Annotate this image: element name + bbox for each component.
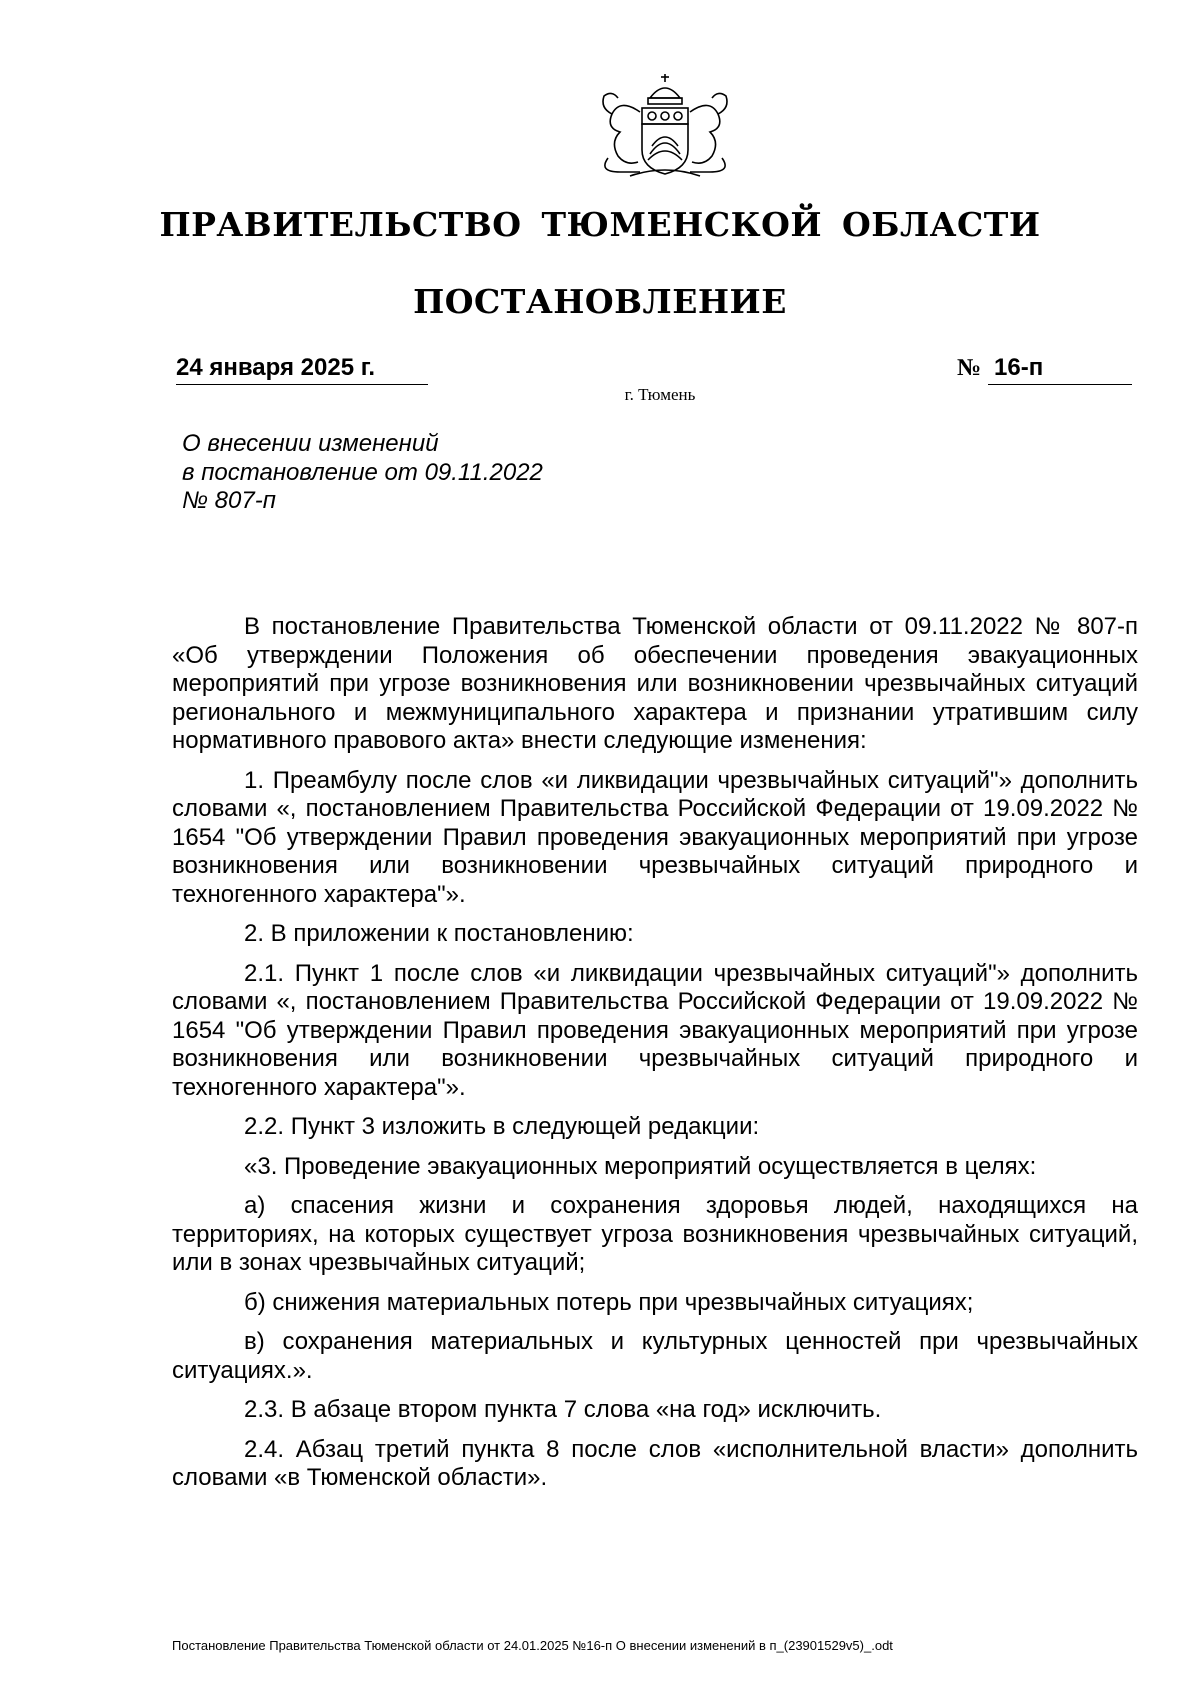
body-paragraph: 2.4. Абзац третий пункта 8 после слов «исполнительной власти» дополнить словами «в Тюменской области». <box>172 1435 1138 1491</box>
number-sign: № <box>957 355 982 381</box>
body-paragraph: б) снижения материальных потерь при чрезвычайных ситуациях; <box>244 1288 974 1316</box>
subject-line: № 807-п <box>182 487 276 514</box>
body-paragraph: 2.3. В абзаце втором пункта 7 слова «на год» исключить. <box>244 1396 882 1423</box>
body-paragraph: «3. Проведение эвакуационных мероприятий осуществляется в целях: <box>244 1152 1037 1180</box>
body-paragraph: 2. В приложении к постановлению: <box>244 920 634 947</box>
body-paragraph: В постановление Правительства Тюменской области от 09.11.2022 № 807-п «Об утверждении Положения об обеспечении проведения эвакуационных мероприятий при угрозе возникновения или возникновении чрезвычайных ситуаций регионального и межмуниципального характера и признании утратившим силу нормативного правового акта» внести следующие изменения: <box>172 613 1138 754</box>
subject-line: в постановление от 09.11.2022 <box>182 458 543 486</box>
organization-title: ПРАВИТЕЛЬСТВО ТЮМЕНСКОЙ ОБЛАСТИ <box>159 205 1041 244</box>
body-paragraph: а) спасения жизни и сохранения здоровья людей, находящихся на территориях, на которых существует угроза возникновения чрезвычайных ситуаций, или в зонах чрезвычайных ситуаций; <box>172 1192 1138 1276</box>
document-date: 24 января 2025 г. <box>176 354 428 385</box>
body-paragraph: 1. Преамбулу после слов «и ликвидации чрезвычайных ситуаций"» дополнить словами «, постановлением Правительства Российской Федерации от 19.09.2022 № 1654 "Об утверждении Правил проведения эвакуационных мероприятий при угрозе возникновения или возникновении чрезвычайных ситуаций природного и техногенного характера"». <box>172 766 1138 908</box>
coat-of-arms-icon <box>590 68 740 178</box>
document-city: г. Тюмень <box>624 385 696 404</box>
subject-line: О внесении изменений <box>182 430 439 457</box>
document-type-title: ПОСТАНОВЛЕНИЕ <box>413 282 787 321</box>
body-paragraph: в) сохранения материальных и культурных ценностей при чрезвычайных ситуациях.». <box>172 1328 1138 1384</box>
document-body <box>172 613 1138 1504</box>
document-number: 16-п <box>988 354 1132 385</box>
body-paragraph: 2.1. Пункт 1 после слов «и ликвидации чрезвычайных ситуаций"» дополнить словами «, постановлением Правительства Российской Федерации от 19.09.2022 № 1654 "Об утверждении Правил проведения эвакуационных мероприятий при угрозе возникновения или возникновении чрезвычайных ситуаций природного и техногенного характера"». <box>172 959 1138 1101</box>
document-subject <box>182 430 702 516</box>
body-paragraph: 2.2. Пункт 3 изложить в следующей редакции: <box>244 1113 760 1140</box>
page-footer: Постановление Правительства Тюменской области от 24.01.2025 №16-п О внесении изменений в п_(23901529v5)_.odt <box>172 1638 893 1653</box>
